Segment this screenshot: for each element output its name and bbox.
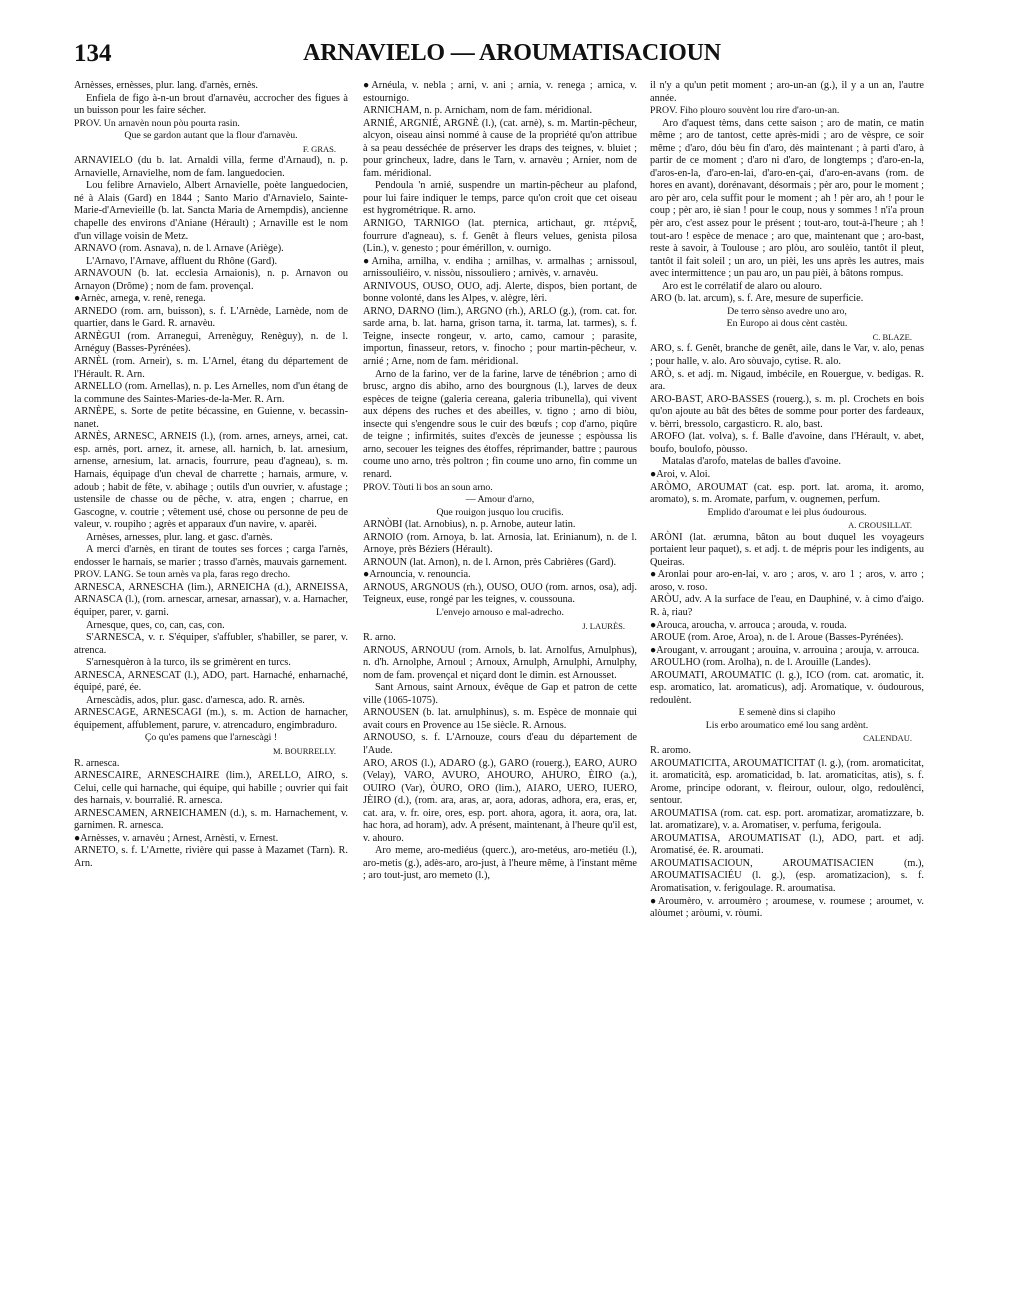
dictionary-entry: ARNOIO (rom. Arnoya, b. lat. Arnosia, lat. Erinianum), n. de l. Arnoye, près Béziers (Hérault). <box>363 531 637 556</box>
dictionary-entry: CALENDAU. <box>863 733 912 744</box>
dictionary-entry: ARNESCAGE, ARNESCAGI (m.), s. m. Action de harnacher, équipement, affublement, parure, v. atrencaduro, engimbraduro. <box>74 707 348 731</box>
dictionary-entry: ●Arniha, arnilha, v. endiha ; arnilhas, v. armalhas ; arnissoul, arnissouliéiro, v. nissòu, nissouliero ; arnivès, v. arnavèu. <box>363 255 637 280</box>
dictionary-entry: Sant Arnous, saint Arnoux, évêque de Gap et patron de cette ville (1065-1075). <box>363 682 637 706</box>
dictionary-entry: ARNESCA, ARNESCHA (lim.), ARNEICHA (d.), ARNEISSA, ARNASCA (l.), (rom. arnescar, arnesar, arnassar), v. a. Harnacher, équiper, parer, v. garni. <box>74 581 348 618</box>
dictionary-entry: Arnescàdis, ados, plur. gasc. d'arnesca, ado. R. arnès. <box>86 694 305 706</box>
dictionary-entry: Lis erbo aroumatico emé lou sang ardènt. <box>705 719 869 731</box>
dictionary-entry: ●Arougant, v. arrougant ; arouina, v. arrouina ; arouja, v. arrouca. <box>650 644 920 656</box>
dictionary-entry: Que se gardon autant que la flour d'arnavèu. <box>124 130 298 142</box>
dictionary-entry: ARNIVOUS, OUSO, OUO, adj. Alerte, dispos, bien portant, de bonne volonté, dans les Alpes, v. alègre, lèri. <box>363 280 637 305</box>
dictionary-entry: C. BLAZE. <box>872 331 912 342</box>
page-number: 134 <box>74 40 112 67</box>
dictionary-entry: ARÒ, s. et adj. m. Nigaud, imbécile, en Rouergue, v. bedigas. R. ara. <box>650 368 924 393</box>
dictionary-entry: Aro meme, aro-mediéus (querc.), aro-metéus, aro-metiéu (l.), aro-metis (g.), adès-aro, aro-just, à l'heure même, à l'instant même ; aro tout-just, aro memeto (l.), <box>363 845 637 882</box>
dictionary-entry: A. CROUSILLAT. <box>848 520 912 531</box>
dictionary-entry: ●Arouca, aroucha, v. arrouca ; arouda, v. rouda. <box>650 619 847 631</box>
dictionary-entry: ●Aroumèro, v. arroumèro ; aroumese, v. roumese ; aroumet, v. alòumet ; aròumi, v. ròumi. <box>650 895 924 920</box>
dictionary-entry: ARÒMO, AROUMAT (cat. esp. port. lat. aroma, it. aromo, aromato), s. m. Aromate, parfum, v. ougnemen, perfum. <box>650 481 924 506</box>
dictionary-entry: R. arno. <box>363 632 396 644</box>
dictionary-entry: ARNIÉ, ARGNIÉ, ARGNÈ (l.), (cat. arnè), s. m. Martin-pêcheur, alcyon, oiseau ainsi nommé à cause de la propriété qu'on attribue à sa peau desséchée de préserver les draps des teignes, v. bluiet ; pour grincheux, ladre, dans le Tarn, v. arnavèu ; Arnier, nom de fam. méridional. <box>363 117 637 179</box>
dictionary-entry: ARNIGO, TARNIGO (lat. pternica, artichaut, gr. πτέρνιξ, fourrure d'agneau), s. f. Genêt à fleurs velues, genista pilosa (Lin.), v. genesto ; pour émérillon, v. ournigo. <box>363 218 637 255</box>
dictionary-entry: ARO-BAST, ARO-BASSES (rouerg.), s. m. pl. Crochets en bois qu'on ajoute au bât des bêtes de somme pour porter des fardeaux, v. bèrri, bressolo, cargasticro. R. alo, bast. <box>650 393 924 430</box>
page-header <box>74 40 950 80</box>
dictionary-entry: AROULHO (rom. Arolha), n. de l. Arouille (Landes). <box>650 657 871 669</box>
dictionary-entry: ARNOUSEN (b. lat. arnulphinus), s. m. Espèce de monnaie qui avait cours en Provence au 15e siècle. R. Arnous. <box>363 707 637 731</box>
dictionary-entry: Matalas d'arofo, matelas de balles d'avoine. <box>662 456 841 468</box>
dictionary-entry: AROFO (lat. volva), s. f. Balle d'avoine, dans l'Hérault, v. abet, boufo, boulofo, pòusso. <box>650 431 924 455</box>
dictionary-entry: AROUE (rom. Aroe, Aroa), n. de l. Aroue (Basses-Pyrénées). <box>650 632 904 644</box>
dictionary-entry: M. BOURRELLY. <box>273 745 336 756</box>
dictionary-entry: S'ARNESCA, v. r. S'équiper, s'affubler, s'habiller, se parer, v. atrenca. <box>74 632 348 656</box>
dictionary-entry: R. aromo. <box>650 744 691 756</box>
dictionary-entry: AROUMATICITA, AROUMATICITAT (l. g.), (rom. aromaticitat, it. aromaticità, esp. aromaticidad, b. lat. aromaticitas, atis), s. f. Arome, principe odorant, v. fleirour, oulour, olgo, redoulènci, sentour. <box>650 757 924 807</box>
dictionary-entry: E semenè dins si clapiho <box>738 707 836 719</box>
dictionary-entry: ARNELLO (rom. Arnellas), n. p. Les Arnelles, nom d'un étang de la commune des Saintes-Maries-de-la-Mer. R. Arn. <box>74 381 348 405</box>
dictionary-entry: ●Aronlai pour aro-en-lai, v. aro ; aros, v. aro 1 ; aros, v. arro ; aroso, v. roso. <box>650 569 924 593</box>
dictionary-entry: ARNÈS, ARNESC, ARNEIS (l.), (rom. arnes, arneys, arnei, cat. esp. arnès, port. arnez, it. arnese, all. harnich, b. lat. arnesium, arnense, arnesium, lat. arnacis, fourrure, peau d'agneau), s. m. Harnais, équipage d'un cheval de charrette ; harnais, armure, v. adoub ; habit de fête, v. abihage ; outils d'un ouvrier, v. afustage ; ustensile de chasse ou de pêche, v. atra, engen ; charrue, en Gascogne, v. coutrie ; vêtement usé, chose ou personne de peu de valeur, v. roupiho ; agrès et apparaux d'un navire, v. aparèi. <box>74 431 348 531</box>
dictionary-entry: ARNESCA, ARNESCAT (l.), ADO, part. Harnaché, enharnaché, équipé, paré, ée. <box>74 669 348 694</box>
dictionary-entry: Enfiela de figo à-n-un brout d'arnavèu, accrocher des figues à un buisson pour les faire sécher. <box>74 92 348 117</box>
dictionary-entry: ARO, AROS (l.), ADARO (g.), GARO (rouerg.), EARO, AURO (Velay), VARO, AVURO, AHOURO, AHURO, ÈIRO (a.), OUIRO (Var), ÒURO, ORO (lim.), AIARO, UERO, IUERO, JÈIRO (d.), (rom. ara, aras, ar, aora, adoras, adhora, era, eras, er, cat. ara, v. fr. oire, ores, esp. port. ahora, agora, it. aora, ora, lat. hac hora, ad horam), adv. A présent, maintenant, à l'heure qu'il est, v. ahouro. <box>363 757 637 844</box>
column-left <box>74 80 348 1298</box>
dictionary-entry: ●Arnèsses, v. arnavèu ; Arnest, Arnèsti, v. Ernest. <box>74 832 279 844</box>
dictionary-entry: ARNOUS, ARNOUU (rom. Arnols, b. lat. Arnolfus, Arnulphus), n. d'h. Arnolphe, Arnoul ; Arnoux, Arnulph, Arnulphi, Arnulphy, nom de fam. provençal et niçard dont le dimin. est Arnousset. <box>363 644 637 681</box>
dictionary-entry: Arnesque, ques, co, can, cas, con. <box>86 619 225 631</box>
dictionary-entry: ARNAVIELO (du b. lat. Arnaldi villa, ferme d'Arnaud), n. p. Arnavielle, Arnavielhe, nom de fam. languedocien. <box>74 155 348 179</box>
dictionary-entry: PROV. Un arnavèn noun pòu pourta rasin. <box>74 117 240 129</box>
dictionary-entry: ARNETO, s. f. L'Arnette, rivière qui passe à Mazamet (Tarn). R. Arn. <box>74 845 348 869</box>
dictionary-entry: En Europo ai dous cènt castèu. <box>726 318 848 330</box>
dictionary-entry: ARNÒBI (lat. Arnobius), n. p. Arnobe, auteur latin. <box>363 519 576 531</box>
dictionary-entry: AROUMATISA (rom. cat. esp. port. aromatizar, aromatizzare, b. lat. aromatizare), v. a. Aromatiser, v. perfuma, ferigoula. <box>650 807 924 832</box>
dictionary-entry: ●Arnèc, arnega, v. renè, renega. <box>74 293 206 305</box>
dictionary-entry: Ço qu'es pamens que l'arnescàgi ! <box>144 732 278 744</box>
dictionary-entry: Arnèsses, ernèsses, plur. lang. d'arnès, ernès. <box>74 80 259 91</box>
dictionary-entry: Emplido d'aroumat e lei plus óudourous. <box>707 506 867 518</box>
dictionary-entry: Aro est le corrélatif de alaro ou alouro. <box>662 280 823 292</box>
dictionary-entry: ●Arnouncia, v. renouncia. <box>363 569 471 581</box>
dictionary-entry: ARO, s. f. Genêt, branche de genêt, aile, dans le Var, v. alo, penas ; pour halle, v. alo. Aro sòuvajo, cytise. R. alo. <box>650 343 924 368</box>
dictionary-entry: ARNOUS, ARGNOUS (rh.), OUSO, OUO (rom. arnos, osa), adj. Teigneux, euse, rongé par les teignes, v. coussouna. <box>363 581 637 606</box>
column-middle <box>363 80 637 1298</box>
dictionary-entry: F. GRAS. <box>302 143 336 154</box>
dictionary-entry: AROUMATI, AROUMATIC (l. g.), ICO (rom. cat. aromatic, it. esp. aromatico, lat. aromaticus), adj. Aromatique, v. óudourous, redoulènt. <box>650 669 924 706</box>
dictionary-entry: AROUMATISA, AROUMATISAT (l.), ADO, part. et adj. Aromatisé, ée. R. aroumati. <box>650 832 924 857</box>
dictionary-entry: ARNÈPE, s. Sorte de petite bécassine, en Guienne, v. becassin-nanet. <box>74 406 348 430</box>
dictionary-entry: ARNESCAMEN, ARNEICHAMEN (d.), s. m. Harnachement, v. garnimen. R. arnesca. <box>74 807 348 832</box>
dictionary-entry: ARNAVO (rom. Asnava), n. de l. Arnave (Ariège). <box>74 243 284 255</box>
dictionary-entry: L'envejo arnouso e mal-adrecho. <box>436 606 564 618</box>
dictionary-entry: PROV. LANG. Se toun arnès va pla, faras rego drecho. <box>74 569 291 581</box>
dictionary-entry: AROUMATISACIOUN, AROUMATISACIEN (m.), AROUMATISACIÉU (l. g.), (esp. aromatizacion), s. f. Aromatisation, v. ferigoulage. R. aroumatisa. <box>650 857 924 894</box>
dictionary-entry: J. LAURÈS. <box>582 620 625 631</box>
column-right <box>650 80 924 1298</box>
dictionary-entry: ARNOUSO, s. f. L'Arnouze, cours d'eau du département de l'Aude. <box>363 732 637 756</box>
dictionary-entry: ●Aroi, v. Aloi. <box>650 468 711 480</box>
dictionary-entry: Aro d'aquest tèms, dans cette saison ; aro de matin, ce matin même ; aro de tantost, cette après-midi ; aro de vèspre, ce soir même ; d'aro, dóu bèu fin d'aro, dès maintenant ; à parti d'aro, à partir de ce moment ; d'aro ni d'aro, de longtemps ; d'aro-en-la, d'aros-en-la, d'aro-en-lai, d'aro-en-çai, d'aro-en-avans (rom. de hores en avant), dorénavant, désormais ; pèr aro, pour le moment ; aro pèr aro, cela suffit pour le moment ; ah ! pèr aro, ah ! pour le coup ; pèr aro, iè sian ! pour le coup, nous y sommes ! n'i'a proun pèr aro, c'est assez pour le présent ; tout-aro, tout-à-l'heure ; ah ! tout-aro ! espèce de menace ; aro que, maintenant que ; aro-bast, reste à savoir, à Toulouse ; aro plòu, aro soulèio, tantôt il pleut, tantôt il fait soleil ; un aro, un pièi, les uns après les autres, mais avec intermittence ; un pau aro, un pau pièi, à bâtons rompus. <box>650 117 924 280</box>
dictionary-entry: ARNEDO (rom. arn, buisson), s. f. L'Arnède, Larnède, nom de quartier, dans le Gard. R. arnavèu. <box>74 305 348 330</box>
dictionary-entry: Arnèses, arnesses, plur. lang. et gasc. d'arnès. <box>86 531 273 543</box>
dictionary-entry: R. arnesca. <box>74 757 120 769</box>
dictionary-entry: ARÒU, adv. A la surface de l'eau, en Dauphiné, v. à cimo d'aigo. R. à, riau? <box>650 594 924 618</box>
running-title: ARNAVIELO — AROUMATISACIOUN <box>303 40 721 66</box>
dictionary-entry: il n'y a qu'un petit moment ; aro-un-an (g.), il y a un an, l'autre année. <box>650 80 924 104</box>
dictionary-entry: ARNAVOUN (b. lat. ecclesia Arnaionis), n. p. Arnavon ou Arnayon (Drôme) ; nom de fam. provençal. <box>74 268 348 292</box>
dictionary-entry: L'Arnavo, l'Arnave, affluent du Rhône (Gard). <box>86 255 278 267</box>
dictionary-entry: PROV. Fiho plouro souvènt lou rire d'aro-un-an. <box>650 105 840 117</box>
dictionary-entry: Arno de la farino, ver de la farine, larve de ténébrion ; arno di brusc, argno dis abiho, arno des bourgnous (l.), larves de deux espèces de teigne (galeria cereana, galeria tribunella), qui vivent aux dépens des ruches et des abeilles, v. tigno ; arno di biòu, insecte qui s'engendre sous le cuir des bœufs ; cop d'arno, piqûre de teigne ; infirmités, suites d'excès de jeunesse ; espòussa lis arno, secouer les teignes des étoffes, réprimander, battre ; paurous coume uno arno, très poltron ; fin coume uno arno, fin comme un renard. <box>363 368 637 480</box>
dictionary-entry: PROV. Tòuti li bos an soun arno. <box>363 481 493 493</box>
dictionary-entry: A merci d'arnès, en tirant de toutes ses forces ; carga l'arnès, endosser le harnais, se marier ; trasso d'arnès, mauvais garnement. <box>74 544 348 568</box>
dictionary-entry: ARNÈL (rom. Arneir), s. m. L'Arnel, étang du département de l'Hérault. R. Arn. <box>74 356 348 380</box>
dictionary-entry: De terro sènso avedre uno aro, <box>727 305 847 317</box>
dictionary-entry: — Amour d'arno, <box>465 494 535 506</box>
dictionary-entry: ARNESCAIRE, ARNESCHAIRE (lim.), ARELLO, AIRO, s. Celui, celle qui harnache, qui équipe, qui habille ; ouvrier qui fait des harnais, v. bourralié. R. arnesca. <box>74 770 348 807</box>
dictionary-entry: ARNOUN (lat. Arnon), n. de l. Arnon, près Cabrières (Gard). <box>363 556 617 568</box>
dictionary-entry: ARO (b. lat. arcum), s. f. Are, mesure de superficie. <box>650 293 864 305</box>
dictionary-entry: ARÒNI (lat. ærumna, bâton au bout duquel les voyageurs portaient leur paquet), s. et adj. t. de mépris pour les indigents, au Queiras. <box>650 531 924 568</box>
dictionary-entry: Lou felibre Arnavielo, Albert Arnavielle, poète languedocien, né à Alais (Gard) en 1844 ; Santo Mario d'Arnavielo, Sainte-Marie-d'Arnevieille (b. lat. Sancta Maria de Arnempdis), ancienne chapelle des environs d'Aniane (Hérault) ; Arnaville est le nom d'un village voisin de Metz. <box>74 180 348 242</box>
dictionary-entry: ●Arnéula, v. nebla ; arni, v. ani ; arnia, v. renega ; arnica, v. estournigo. <box>363 80 637 104</box>
dictionary-entry: ARNICHAM, n. p. Arnicham, nom de fam. méridional. <box>363 105 593 117</box>
dictionary-entry: S'arnesquèron à la turco, ils se grimèrent en turcs. <box>86 657 291 669</box>
dictionary-entry: Que rouigon jusquo lou crucifis. <box>436 506 564 518</box>
dictionary-entry: Pendoula 'n arnié, suspendre un martin-pêcheur au plafond, pour lui faire indiquer le temps, parce qu'on croit que cet oiseau est hygrométrique. R. arno. <box>363 180 637 217</box>
dictionary-entry: ARNO, DARNO (lim.), ARGNO (rh.), ARLO (g.), (rom. cat. for. sarde arna, b. lat. harna, grison tarna, it. tarma, lat. tarmes), s. f. Teigne, insecte rongeur, v. arto, camo, camour ; parasite, importun, finasseur, retors, v. finocho ; pour martin-pêcheur, v. arnié ; Arne, nom de fam. méridional. <box>363 305 637 368</box>
dictionary-entry: ARNÈGUI (rom. Arranegui, Arrenèguy, Renèguy), n. de l. Arnéguy (Basses-Pyrénées). <box>74 330 348 355</box>
